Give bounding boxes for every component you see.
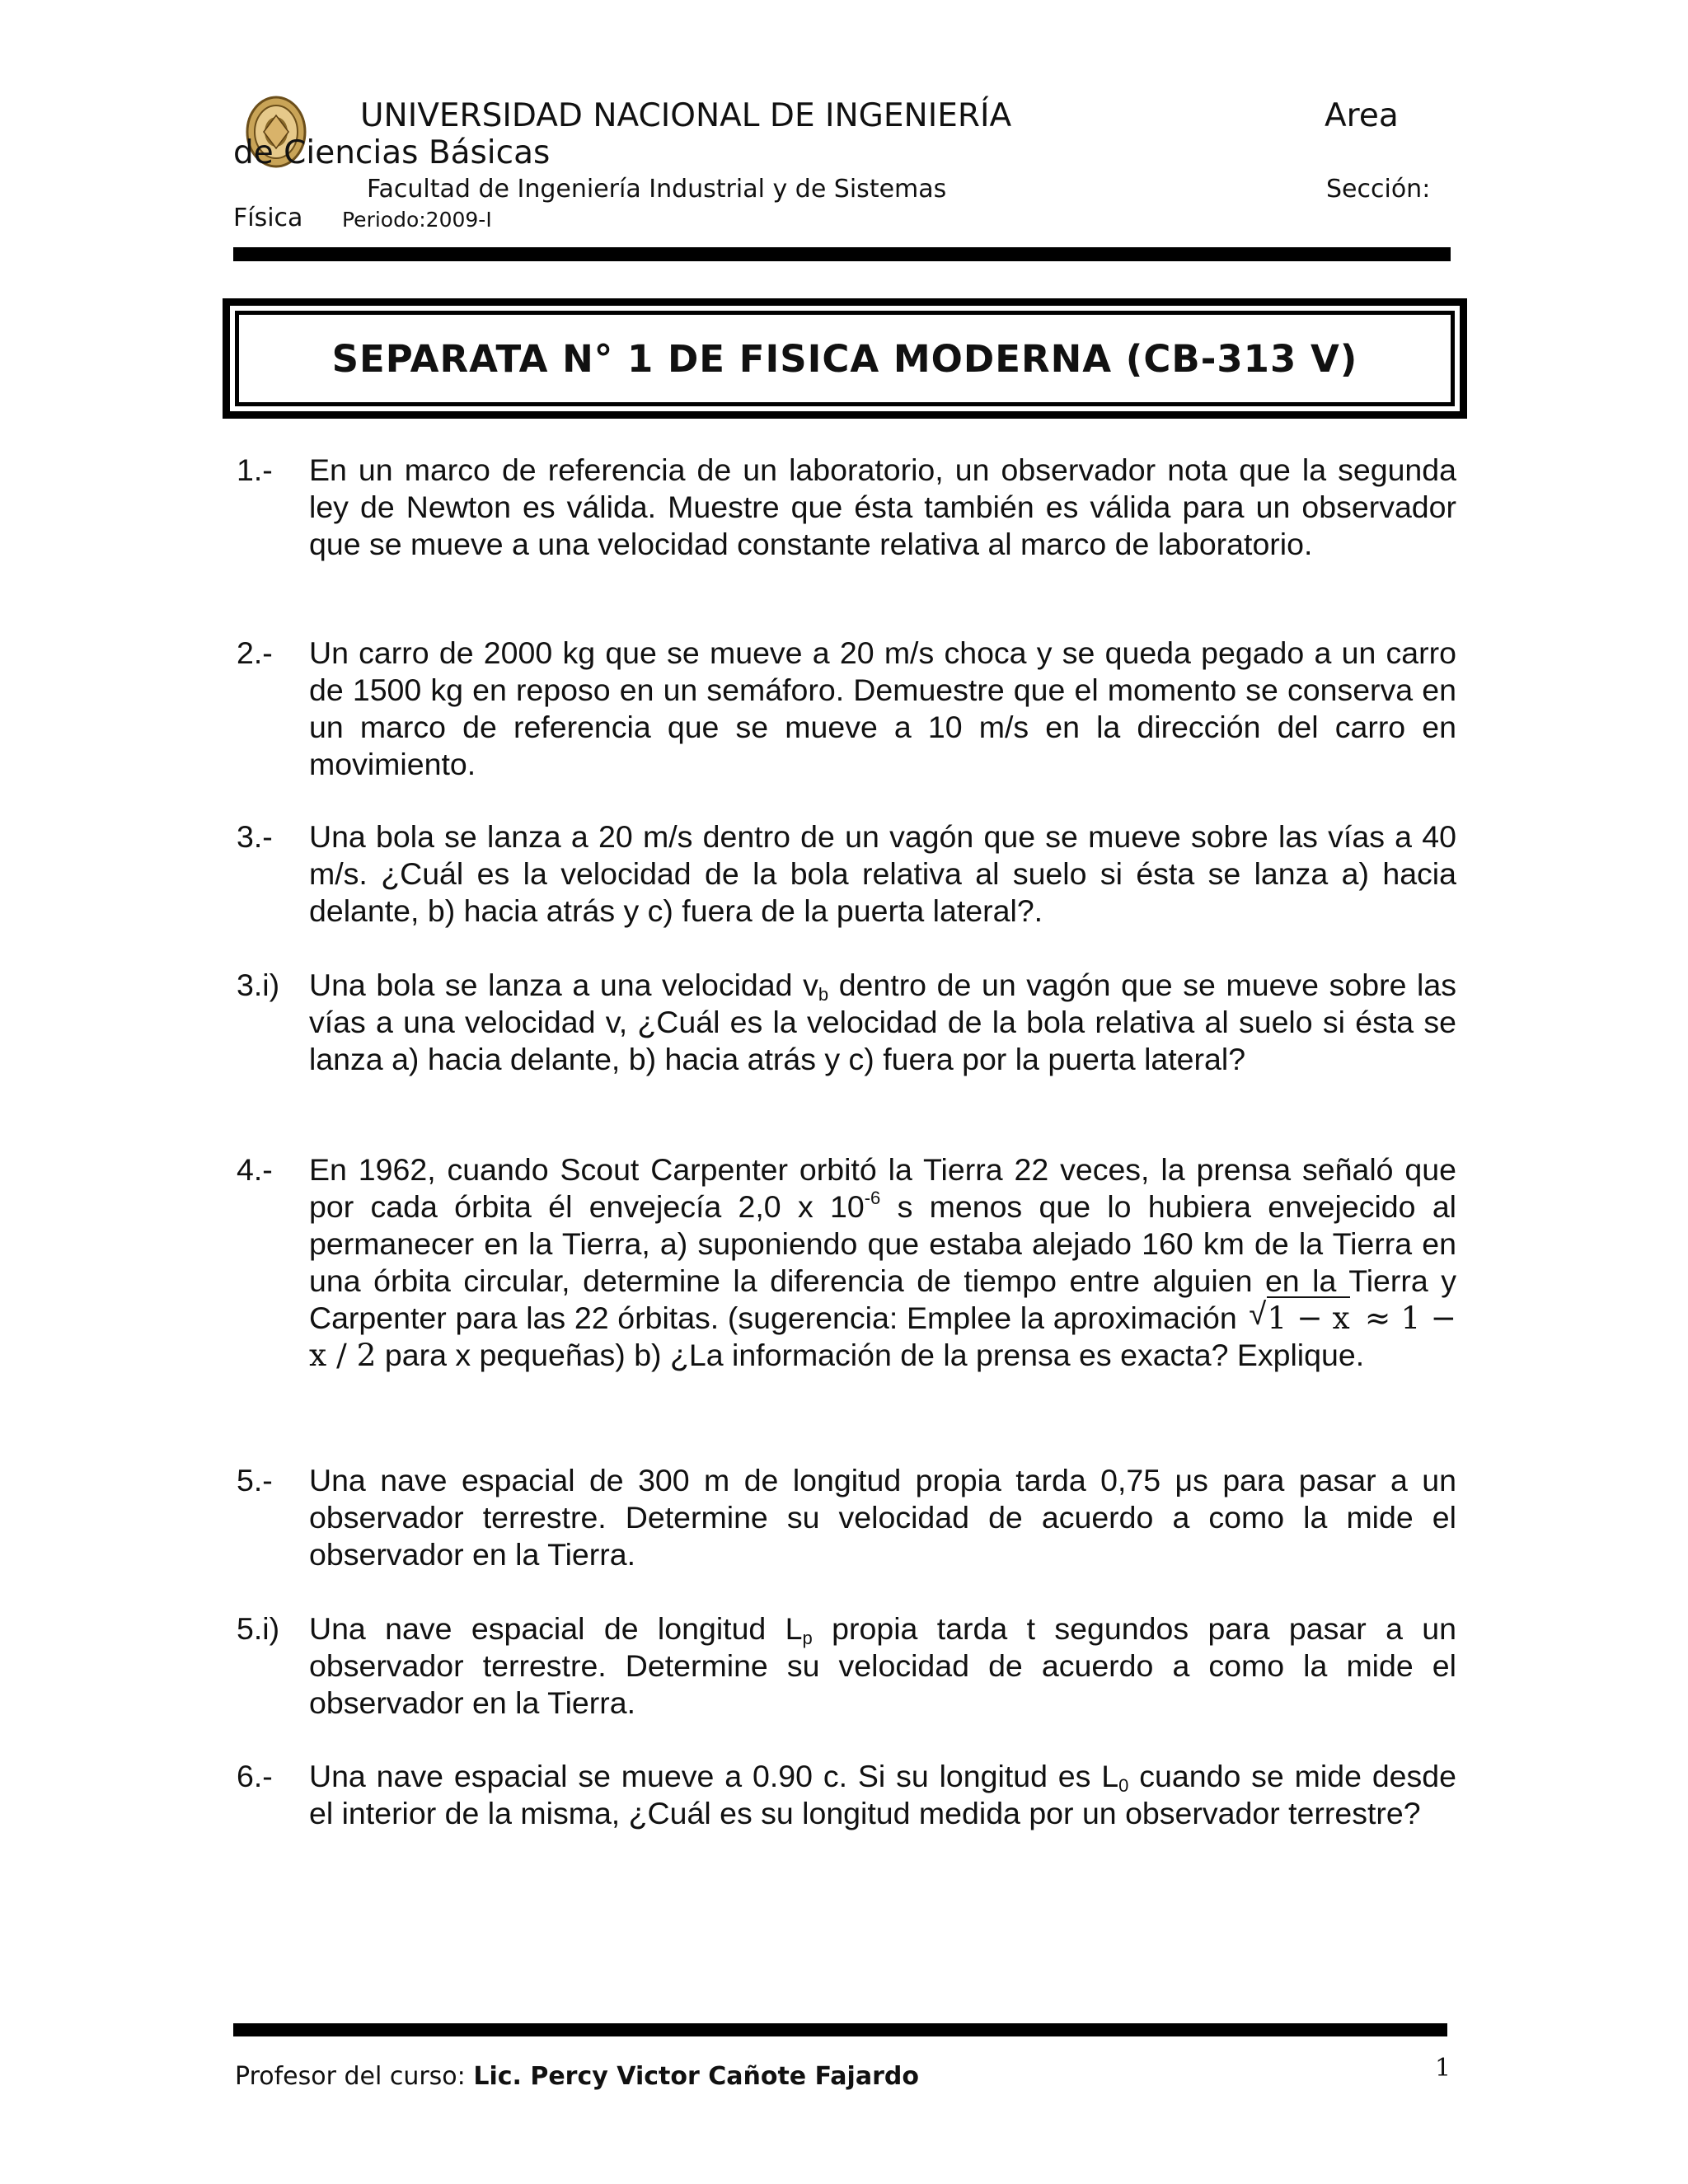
area-label: Area xyxy=(1325,97,1399,134)
title-box xyxy=(235,311,1455,406)
problem-1 xyxy=(237,452,1456,563)
problem-3 xyxy=(237,818,1456,930)
professor-name: Lic. Percy Victor Cañote Fajardo xyxy=(473,2062,919,2091)
problem-4 xyxy=(237,1151,1456,1374)
problem-number: 4.- xyxy=(237,1152,273,1187)
section-name: Física xyxy=(233,204,303,232)
problem-number: 2.- xyxy=(237,635,273,670)
header-rule xyxy=(233,247,1451,261)
problem-text: En 1962, cuando Scout Carpenter orbitó la Tierra 22 veces, la prensa señaló que por cada órbita él envejecía 2,0 x $10^{-6}$ s menos que lo hubiera envejecido al permanecer en la Tierra, a) suponiendo que estaba alejado 160 km de la Tierra en una órbita circular, determine la diferencia de tiempo entre alguien en la Tierra y Carpenter para las 22 órbitas. (sugerencia: Emplee la aproximación √ 1 − x ≈ 1 − x / 2 para x pequeñas) b) ¿La información de la prensa es exacta? Explique. xyxy=(309,1152,1457,1373)
problem-text: Un carro de 2000 kg que se mueve a 20 m/s choca y se queda pegado a un carro de 1500 kg en reposo en un semáforo. Demuestre que el momento se conserva en un marco de referencia que se mueve a 10 m/s en la dirección del carro en movimiento. xyxy=(309,635,1456,781)
square-root-expression: √ 1 − x xyxy=(1249,1297,1350,1336)
problem-number: 5.- xyxy=(237,1463,273,1497)
footer-professor xyxy=(235,2062,919,2091)
problem-3i xyxy=(237,967,1456,1078)
problem-text: Una nave espacial se mueve a 0.90 c. Si su longitud es $L_0$ cuando se mide desde el interior de la misma, ¿Cuál es su longitud medida por un observador terrestre? xyxy=(309,1759,1456,1830)
problem-number: 1.- xyxy=(237,452,273,487)
problem-text: Una bola se lanza a 20 m/s dentro de un vagón que se mueve sobre las vías a 40 m/s. ¿Cuál es la velocidad de la bola relativa al suelo si ésta se lanza a) hacia delante, b) hacia atrás y c) fuera de la puerta lateral?. xyxy=(309,819,1456,928)
problem-text: En un marco de referencia de un laboratorio, un observador nota que la segunda ley de Newton es válida. Muestre que ésta también es válida para un observador que se mueve a una velocidad constante relativa al marco de laboratorio. xyxy=(309,452,1456,561)
problem-number: 5.i) xyxy=(237,1611,280,1646)
problem-text: Una nave espacial de 300 m de longitud propia tarda 0,75 μs para pasar a un observador terrestre. Determine su velocidad de acuerdo a como la mide el observador en la Tierra. xyxy=(309,1463,1456,1572)
problem-5 xyxy=(237,1462,1456,1573)
area-name: de Ciencias Básicas xyxy=(233,134,551,171)
faculty-name: Facultad de Ingeniería Industrial y de Sistemas xyxy=(367,175,947,204)
professor-label: Profesor del curso: xyxy=(235,2062,466,2091)
problem-number: 3.- xyxy=(237,819,273,854)
problem-text: Una bola se lanza a una velocidad $v_b$ dentro de un vagón que se mueve sobre las vías a una velocidad v, ¿Cuál es la velocidad de la bola relativa al suelo si ésta se lanza a) hacia delante, b) hacia atrás y c) fuera por la puerta lateral? xyxy=(309,968,1456,1076)
problem-text: Una nave espacial de longitud $L_p$ propia tarda t segundos para pasar a un observador terrestre. Determine su velocidad de acuerdo a como la mide el observador en la Tierra. xyxy=(309,1611,1457,1720)
page-number: 1 xyxy=(1435,2054,1451,2083)
problem-number: 3.i) xyxy=(237,968,280,1002)
footer-rule xyxy=(233,2023,1447,2036)
period: Periodo:2009-I xyxy=(342,208,492,232)
problem-6 xyxy=(237,1758,1456,1832)
problem-number: 6.- xyxy=(237,1759,273,1793)
problem-5i xyxy=(237,1610,1456,1722)
document-title: SEPARATA N° 1 DE FISICA MODERNA (CB-313 V) xyxy=(331,336,1358,381)
problem-2 xyxy=(237,635,1456,783)
university-name: UNIVERSIDAD NACIONAL DE INGENIERÍA xyxy=(360,97,1012,134)
section-label: Sección: xyxy=(1326,175,1431,204)
